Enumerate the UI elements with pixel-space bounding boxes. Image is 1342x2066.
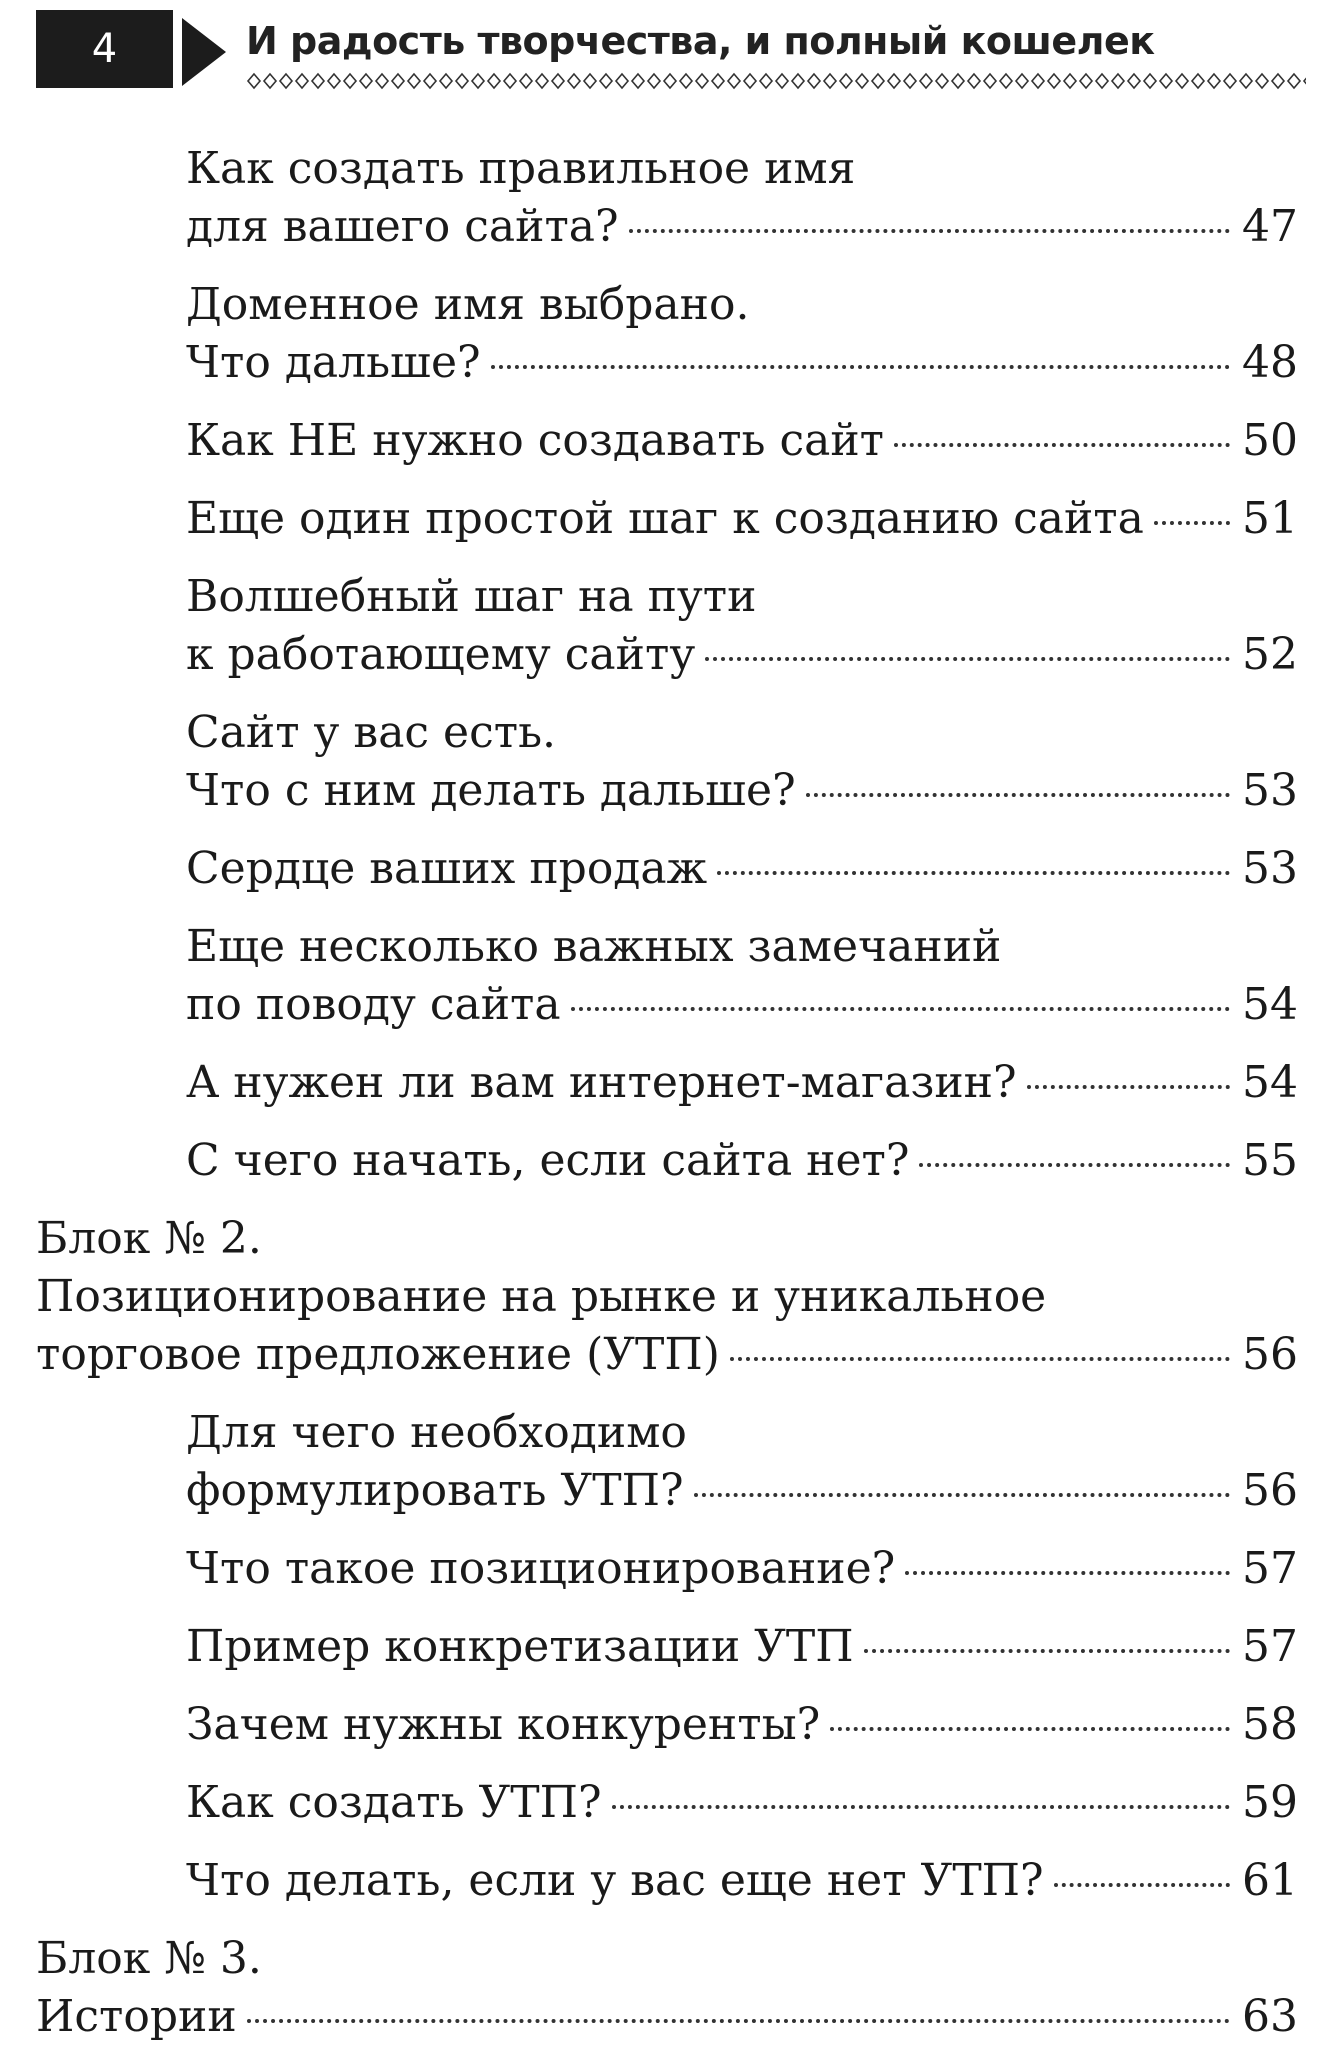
- toc-entry: [36, 140, 1298, 256]
- dot-leader: [894, 443, 1230, 447]
- dot-leader: [1154, 521, 1230, 525]
- toc-leader-line: [186, 1462, 1298, 1520]
- toc-page-number: 54: [1242, 1057, 1298, 1108]
- toc-page-number: 57: [1242, 1621, 1298, 1672]
- toc-page-number: 53: [1242, 765, 1298, 816]
- toc-entry-title: Что дальше?: [186, 337, 481, 388]
- toc-entry-title: Истории: [36, 1991, 237, 2042]
- toc-page-number: 57: [1242, 1543, 1298, 1594]
- toc-page-number: 52: [1242, 629, 1298, 680]
- toc-entry-title-line: Позиционирование на рынке и уникальное: [36, 1271, 1047, 1322]
- dot-leader: [806, 793, 1230, 797]
- toc-leader-line: [186, 334, 1298, 392]
- toc-entry-title-line: Блок № 2.: [36, 1213, 262, 1264]
- toc-entry: [36, 412, 1298, 470]
- toc-entry-title: для вашего сайта?: [186, 201, 619, 252]
- toc-entry: [36, 1852, 1298, 1910]
- toc-page-number: 54: [1242, 979, 1298, 1030]
- toc-leader-line: [186, 762, 1298, 820]
- toc-leader-line: [186, 1132, 1298, 1190]
- toc-entry: [36, 918, 1298, 1034]
- toc-leader-line: [186, 198, 1298, 256]
- toc-entry: [36, 568, 1298, 684]
- toc-block-entry: [36, 1210, 1298, 1384]
- dot-leader: [571, 1007, 1230, 1011]
- toc-entry-title-line: Еще несколько важных замечаний: [186, 921, 1002, 972]
- toc-entry-title: Еще один простой шаг к созданию сайта: [186, 493, 1144, 544]
- toc-page-number: 56: [1242, 1465, 1298, 1516]
- dot-leader: [612, 1805, 1230, 1809]
- toc-leader-line: [186, 1618, 1298, 1676]
- toc-page-number: 53: [1242, 843, 1298, 894]
- toc-page-number: 47: [1242, 201, 1298, 252]
- toc-entry-title-line: Блок № 3.: [36, 1933, 262, 1984]
- toc-leader-line: [186, 1540, 1298, 1598]
- running-header: [36, 10, 1306, 90]
- dot-leader: [1054, 1883, 1230, 1887]
- toc-leader-line: [36, 1988, 1298, 2046]
- toc-leader-line: [36, 1326, 1298, 1384]
- arrow-right-icon: [182, 18, 226, 86]
- dot-leader: [830, 1727, 1230, 1731]
- toc-entry-title-line: Для чего необходимо: [186, 1407, 687, 1458]
- toc-entry-title: С чего начать, если сайта нет?: [186, 1135, 910, 1186]
- diamond-ornament-rule: [246, 72, 1306, 90]
- toc-entry-title: к работающему сайту: [186, 629, 696, 680]
- toc-page-number: 58: [1242, 1699, 1298, 1750]
- toc-entry: [36, 1132, 1298, 1190]
- dot-leader: [1027, 1085, 1230, 1089]
- toc-entry: [36, 1540, 1298, 1598]
- dot-leader: [864, 1649, 1230, 1653]
- table-of-contents: [36, 140, 1298, 2066]
- toc-entry-title: Что такое позиционирование?: [186, 1543, 896, 1594]
- page-number: 4: [36, 10, 173, 88]
- dot-leader: [491, 365, 1230, 369]
- toc-entry: [36, 276, 1298, 392]
- toc-page-number: 63: [1242, 1991, 1298, 2042]
- toc-entry-title: Как НЕ нужно создавать сайт: [186, 415, 885, 466]
- dot-leader: [919, 1163, 1230, 1167]
- toc-entry-title: формулировать УТП?: [186, 1465, 684, 1516]
- toc-entry-title-line: Доменное имя выбрано.: [186, 279, 750, 330]
- toc-entry-title: А нужен ли вам интернет-магазин?: [186, 1057, 1017, 1108]
- dot-leader: [717, 871, 1230, 875]
- toc-page-number: 59: [1242, 1777, 1298, 1828]
- dot-leader: [705, 657, 1230, 661]
- dot-leader: [905, 1571, 1230, 1575]
- toc-entry-title: Как создать УТП?: [186, 1777, 602, 1828]
- toc-entry: [36, 704, 1298, 820]
- toc-entry-title: по поводу сайта: [186, 979, 561, 1030]
- dot-leader: [247, 2019, 1230, 2023]
- toc-entry-title: Пример конкретизации УТП: [186, 1621, 854, 1672]
- running-title: И радость творчества, и полный кошелек: [246, 19, 1155, 63]
- toc-leader-line: [186, 1774, 1298, 1832]
- toc-entry: [36, 1054, 1298, 1112]
- toc-entry-title: Что с ним делать дальше?: [186, 765, 796, 816]
- toc-entry: [36, 1618, 1298, 1676]
- toc-page-number: 61: [1242, 1855, 1298, 1906]
- dot-leader: [694, 1493, 1230, 1497]
- toc-block-entry: [36, 1930, 1298, 2046]
- toc-entry-title: Зачем нужны конкуренты?: [186, 1699, 821, 1750]
- toc-entry-title-line: Как создать правильное имя: [186, 143, 856, 194]
- toc-leader-line: [186, 840, 1298, 898]
- toc-entry: [36, 1774, 1298, 1832]
- toc-leader-line: [186, 1696, 1298, 1754]
- toc-leader-line: [186, 490, 1298, 548]
- toc-entry: [36, 490, 1298, 548]
- dot-leader: [730, 1357, 1230, 1361]
- toc-entry: [36, 840, 1298, 898]
- toc-page-number: 50: [1242, 415, 1298, 466]
- toc-entry-title-line: Сайт у вас есть.: [186, 707, 557, 758]
- toc-leader-line: [186, 1852, 1298, 1910]
- toc-entry: [36, 1404, 1298, 1520]
- toc-page-number: 55: [1242, 1135, 1298, 1186]
- toc-leader-line: [186, 1054, 1298, 1112]
- toc-page-number: 48: [1242, 337, 1298, 388]
- toc-leader-line: [186, 976, 1298, 1034]
- toc-entry-title: Что делать, если у вас еще нет УТП?: [186, 1855, 1044, 1906]
- dot-leader: [629, 229, 1230, 233]
- toc-leader-line: [186, 412, 1298, 470]
- toc-entry-title: Сердце ваших продаж: [186, 843, 708, 894]
- toc-entry: [36, 1696, 1298, 1754]
- toc-entry-title-line: Волшебный шаг на пути: [186, 571, 757, 622]
- toc-leader-line: [186, 626, 1298, 684]
- toc-entry-title: торговое предложение (УТП): [36, 1329, 720, 1380]
- toc-page-number: 51: [1242, 493, 1298, 544]
- toc-page-number: 56: [1242, 1329, 1298, 1380]
